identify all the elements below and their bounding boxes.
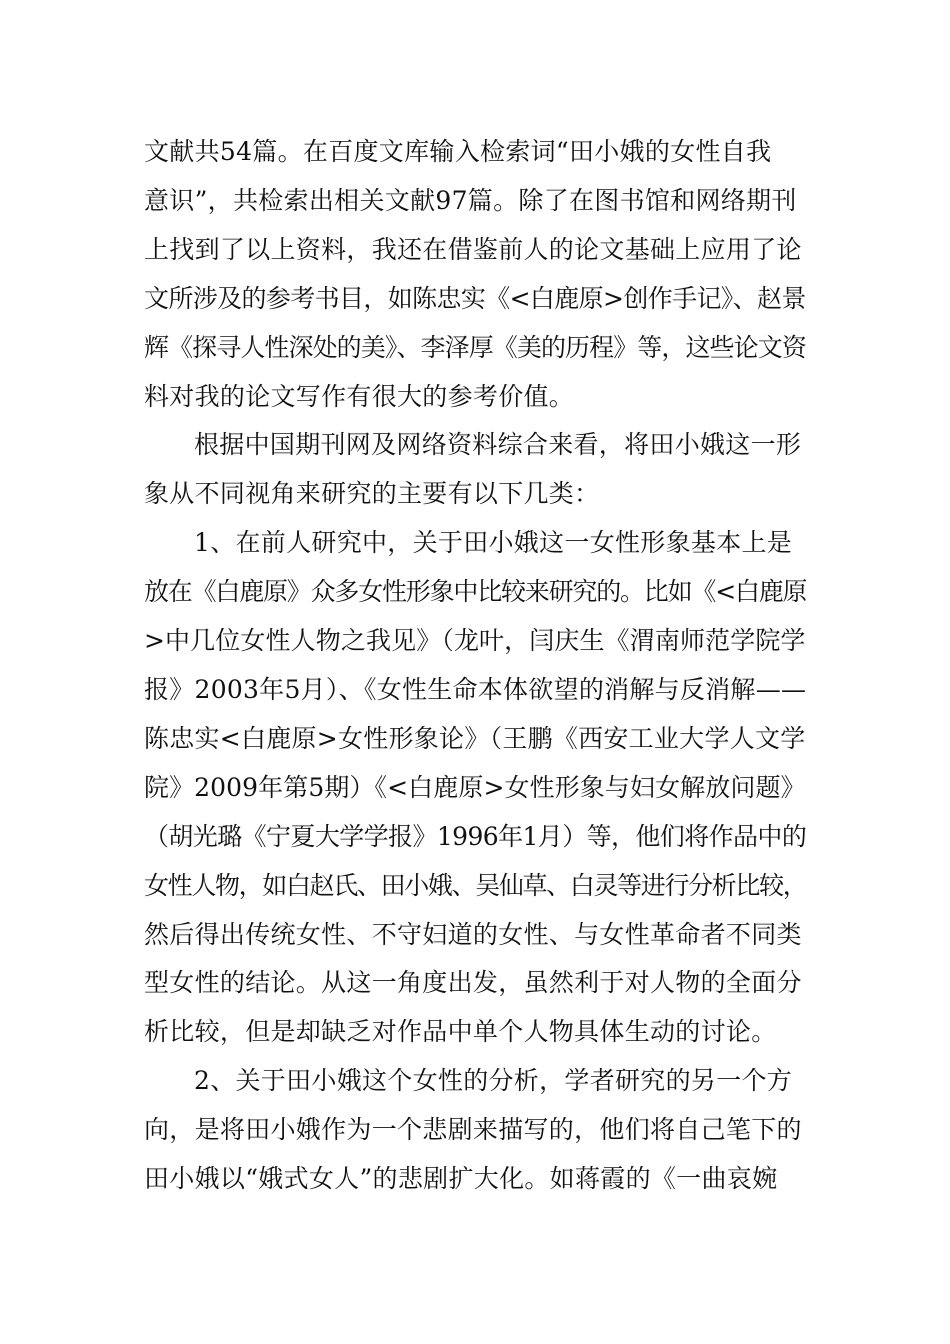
text-line: 田小娥以“娥式女人”的悲剧扩大化。如蒋霞的《一曲哀婉 — [144, 1164, 778, 1194]
text-line: 文献共54篇。在百度文库输入检索词“田小娥的女性自我 — [144, 137, 772, 166]
text-line: 院》2009年第5期）《<白鹿原>女性形象与妇女解放问题》 — [144, 772, 806, 802]
text-line: 型女性的结论。从这一角度出发，虽然利于对人物的全面分 — [144, 968, 802, 998]
paragraph — [144, 128, 806, 421]
text-line: 女性人物，如白赵氏、田小娥、吴仙草、白灵等进行分析比较， — [144, 870, 806, 900]
text-line: 然后得出传统女性、不守妇道的女性、与女性革命者不同类 — [144, 919, 802, 949]
text-line: 陈忠实<白鹿原>女性形象论》（王鹏《西安工业大学人文学 — [144, 723, 806, 753]
text-line: 放在《白鹿原》众多女性形象中比较来研究的。比如《<白鹿原 — [144, 577, 806, 607]
text-line: 上找到了以上资料，我还在借鉴前人的论文基础上应用了论 — [144, 234, 802, 264]
paragraph — [144, 519, 806, 1057]
text-line: 向，是将田小娥作为一个悲剧来描写的，他们将自己笔下的 — [144, 1115, 802, 1145]
text-line: 报》2003年5月）、《女性生命本体欲望的消解与反消解—— — [144, 674, 806, 704]
text-line: 料对我的论文写作有很大的参考价值。 — [144, 381, 575, 411]
text-line: 析比较，但是却缺乏对作品中单个人物具体生动的讨论。 — [144, 1017, 777, 1047]
text-line: >中几位女性人物之我见》（龙叶，闫庆生《渭南师范学院学 — [144, 626, 806, 656]
body-text — [144, 128, 806, 1204]
text-line: 象从不同视角来研究的主要有以下几类： — [144, 479, 600, 509]
text-line: 1、在前人研究中，关于田小娥这一女性形象基本上是 — [194, 528, 793, 558]
text-line: 文所涉及的参考书目，如陈忠实《<白鹿原>创作手记》、赵景 — [144, 283, 806, 313]
text-line: 2、关于田小娥这个女性的分析，学者研究的另一个方 — [194, 1066, 793, 1096]
paragraph — [144, 421, 806, 519]
paragraph — [144, 1057, 806, 1204]
text-line: 意识”，共检索出相关文献97篇。除了在图书馆和网络期刊 — [144, 185, 797, 215]
text-line: 根据中国期刊网及网络资料综合来看，将田小娥这一形 — [194, 430, 802, 460]
text-line: （胡光璐《宁夏大学学报》1996年1月）等，他们将作品中的 — [144, 821, 806, 851]
text-line: 辉《探寻人性深处的美》、李泽厚《美的历程》等，这些论文资 — [144, 332, 806, 362]
